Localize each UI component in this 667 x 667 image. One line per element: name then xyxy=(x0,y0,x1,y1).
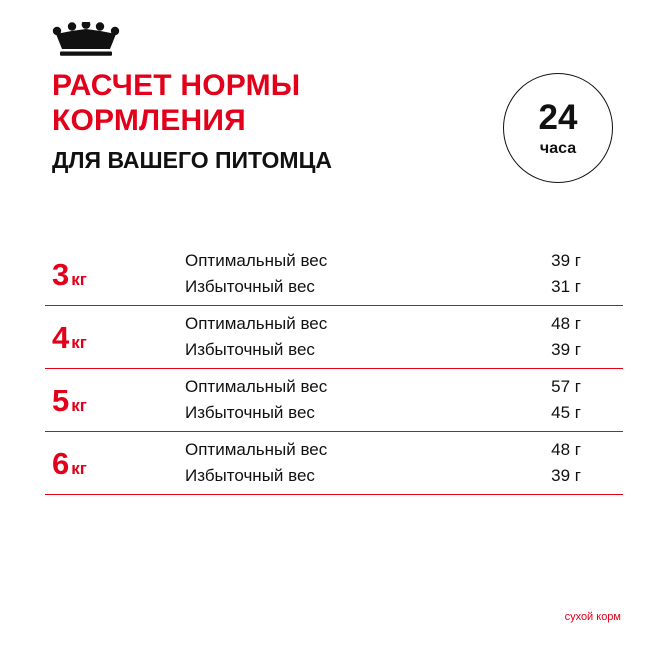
page-title-line-2: КОРМЛЕНИЯ xyxy=(52,104,246,138)
row-line-label: Оптимальный вес xyxy=(185,313,328,333)
row-weight xyxy=(45,256,185,292)
row-line-label: Оптимальный вес xyxy=(185,439,328,459)
page-subtitle: ДЛЯ ВАШЕГО ПИТОМЦА xyxy=(52,147,332,174)
duration-badge xyxy=(503,73,613,183)
row-line xyxy=(185,437,623,463)
row-weight xyxy=(45,382,185,418)
table-row xyxy=(45,305,623,368)
duration-badge-unit: часа xyxy=(539,139,577,157)
row-line xyxy=(185,311,623,337)
row-line-label: Оптимальный вес xyxy=(185,376,328,396)
row-weight xyxy=(45,445,185,481)
row-line-value: 45 г xyxy=(551,403,581,422)
table-row xyxy=(45,368,623,431)
row-line xyxy=(185,274,623,300)
row-weight-value: 6 xyxy=(52,445,70,481)
row-line-value: 48 г xyxy=(551,439,581,459)
row-line-value: 31 г xyxy=(551,277,581,296)
row-weight-unit: кг xyxy=(71,332,87,352)
footnote: сухой корм xyxy=(564,611,621,623)
table-row xyxy=(45,431,623,494)
row-line-label: Избыточный вес xyxy=(185,403,315,422)
table-row xyxy=(45,243,623,305)
row-weight-unit: кг xyxy=(71,395,87,415)
row-line-label: Оптимальный вес xyxy=(185,250,328,270)
row-line xyxy=(185,463,623,489)
row-weight-unit: кг xyxy=(71,458,87,478)
row-line-label: Избыточный вес xyxy=(185,277,315,296)
row-line xyxy=(185,248,623,274)
row-lines xyxy=(185,248,623,301)
feeding-table xyxy=(45,243,623,495)
row-line xyxy=(185,374,623,400)
row-lines xyxy=(185,374,623,427)
row-line-value: 48 г xyxy=(551,313,581,333)
row-weight-value: 4 xyxy=(52,319,70,355)
row-lines xyxy=(185,311,623,364)
row-line-value: 39 г xyxy=(551,340,581,359)
row-lines xyxy=(185,437,623,490)
page-title-line-1: РАСЧЕТ НОРМЫ xyxy=(52,69,301,102)
page-title xyxy=(52,68,482,138)
row-line xyxy=(185,400,623,426)
row-weight xyxy=(45,319,185,355)
row-weight-unit: кг xyxy=(71,269,87,289)
row-line-value: 57 г xyxy=(551,376,581,396)
crown-icon xyxy=(52,22,120,56)
page-header xyxy=(52,68,482,175)
row-line xyxy=(185,337,623,363)
row-line-value: 39 г xyxy=(551,250,581,270)
row-line-label: Избыточный вес xyxy=(185,340,315,359)
row-line-label: Избыточный вес xyxy=(185,466,315,485)
row-line-value: 39 г xyxy=(551,466,581,485)
row-weight-value: 5 xyxy=(52,382,70,418)
duration-badge-number: 24 xyxy=(538,97,578,137)
row-weight-value: 3 xyxy=(52,256,70,292)
